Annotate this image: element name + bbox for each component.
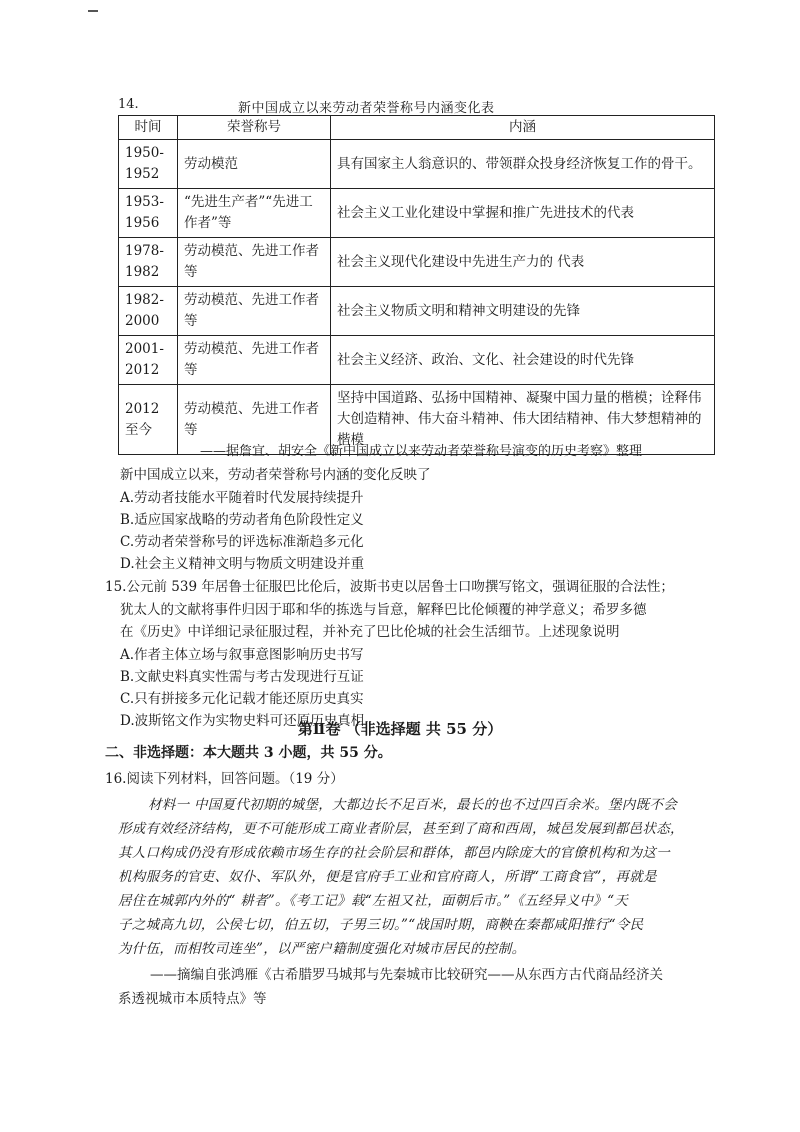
option-c: C.劳动者荣誉称号的评选标准渐趋多元化 bbox=[120, 534, 364, 550]
cell-meaning: 社会主义工业化建设中掌握和推广先进技术的代表 bbox=[331, 189, 715, 238]
question-stem: 16.阅读下列材料，回答问题。（19 分） bbox=[105, 771, 344, 787]
cell-title: 劳动模范 bbox=[178, 140, 331, 189]
material-line: 形成有效经济结构，更不可能形成工商业者阶层，甚至到了商和西周，城邑发展到都邑状态， bbox=[118, 821, 684, 837]
cell-title: 劳动模范、先进工作者等 bbox=[178, 238, 331, 287]
material-line: 子之城高九切，公侯七切，伯五切，子男三切。”“战国时期，商鞅在秦都咸阳推行“令民 bbox=[118, 917, 644, 933]
option-b: B.文献史料真实性需与考古发现进行互证 bbox=[120, 669, 364, 685]
table-row bbox=[119, 287, 715, 336]
cell-meaning: 具有国家主人翁意识的、带领群众投身经济恢复工作的骨干。 bbox=[331, 140, 715, 189]
question-stem-line: 15.公元前 539 年居鲁士征服巴比伦后，波斯书吏以居鲁士口吻撰写铭文，强调征服的合法性； bbox=[105, 579, 674, 595]
table-row bbox=[119, 189, 715, 238]
cell-meaning: 社会主义经济、政治、文化、社会建设的时代先锋 bbox=[331, 336, 715, 385]
q14-header bbox=[118, 95, 718, 115]
question-stem-line: 在《历史》中详细记录征服过程，并补充了巴比伦城的社会生活细节。上述现象说明 bbox=[120, 624, 620, 640]
table-header-row bbox=[119, 116, 715, 140]
table-row bbox=[119, 140, 715, 189]
cell-title: “先进生产者”“先进工作者”等 bbox=[178, 189, 331, 238]
material-line: 其人口构成仍没有形成依赖市场生存的社会阶层和群体，都邑内除庞大的官僚机构和为这一 bbox=[118, 845, 670, 861]
question-stem: 新中国成立以来，劳动者荣誉称号内涵的变化反映了 bbox=[120, 467, 431, 483]
cell-time: 1953-1956 bbox=[119, 189, 178, 238]
question-stem-line: 犹太人的文献将事件归因于耶和华的拣选与旨意，解释巴比伦倾覆的神学意义；希罗多德 bbox=[120, 602, 647, 618]
cell-time: 1982-2000 bbox=[119, 287, 178, 336]
table-row bbox=[119, 336, 715, 385]
col-header-time: 时间 bbox=[119, 116, 178, 140]
option-c: C.只有拼接多元化记载才能还原历史真实 bbox=[120, 691, 364, 707]
table-row bbox=[119, 238, 715, 287]
option-d: D.社会主义精神文明与物质文明建设并重 bbox=[120, 556, 365, 572]
cell-meaning: 坚持中国道路、弘扬中国精神、凝聚中国力量的楷模；诠释伟大创造精神、伟大奋斗精神、伟大团结精神、伟大梦想精神的楷模 bbox=[331, 385, 715, 455]
cell-time: 1978-1982 bbox=[119, 238, 178, 287]
cell-title: 劳动模范、先进工作者等 bbox=[178, 287, 331, 336]
option-a: A.劳动者技能水平随着时代发展持续提升 bbox=[120, 490, 364, 506]
table-title: 新中国成立以来劳动者荣誉称号内涵变化表 bbox=[238, 101, 495, 116]
cell-title: 劳动模范、先进工作者等 bbox=[178, 336, 331, 385]
cell-title: 劳动模范、先进工作者等 bbox=[178, 385, 331, 455]
cell-time: 1950-1952 bbox=[119, 140, 178, 189]
col-header-title: 荣誉称号 bbox=[178, 116, 331, 140]
col-header-meaning: 内涵 bbox=[331, 116, 715, 140]
material-line: 材料一 中国夏代初期的城堡，大都边长不足百米，最长的也不过四百余米。堡内既不会 bbox=[148, 797, 677, 813]
question-number: 14. bbox=[118, 97, 139, 112]
scan-mark bbox=[88, 10, 98, 12]
cell-time: 2001-2012 bbox=[119, 336, 178, 385]
part-title: 第Ⅱ卷 （非选择题 共 55 分） bbox=[297, 720, 503, 738]
material-line: 机构服务的官吏、奴仆、军队外，便是官府手工业和官府商人，所谓“工商食官”，再就是 bbox=[118, 869, 657, 885]
material-source: 系透视城市本质特点》等 bbox=[118, 991, 267, 1007]
section-heading: 二、非选择题：本大题共 3 小题，共 55 分。 bbox=[105, 745, 392, 761]
option-b: B.适应国家战略的劳动者角色阶段性定义 bbox=[120, 512, 364, 528]
table-source: ——据詹宜、胡安全《新中国成立以来劳动者荣誉称号演变的历史考察》整理 bbox=[200, 444, 643, 459]
cell-meaning: 社会主义物质文明和精神文明建设的先锋 bbox=[331, 287, 715, 336]
honor-title-table bbox=[118, 115, 715, 455]
option-a: A.作者主体立场与叙事意图影响历史书写 bbox=[120, 647, 364, 663]
cell-meaning: 社会主义现代化建设中先进生产力的 代表 bbox=[331, 238, 715, 287]
material-source: ——摘编自张鸿雁《古希腊罗马城邦与先秦城市比较研究——从东西方古代商品经济关 bbox=[150, 967, 663, 983]
material-line: 为什伍，而相牧司连坐”，以严密户籍制度强化对城市居民的控制。 bbox=[118, 941, 526, 957]
cell-time: 2012至今 bbox=[119, 385, 178, 455]
option-d: D.波斯铭文作为实物史料可还原历史真相 bbox=[120, 713, 365, 729]
material-line: 居住在城郭内外的“ 耕者”。《考工记》载“左祖又社，面朝后市。”《五经异义中》“天 bbox=[118, 893, 629, 909]
